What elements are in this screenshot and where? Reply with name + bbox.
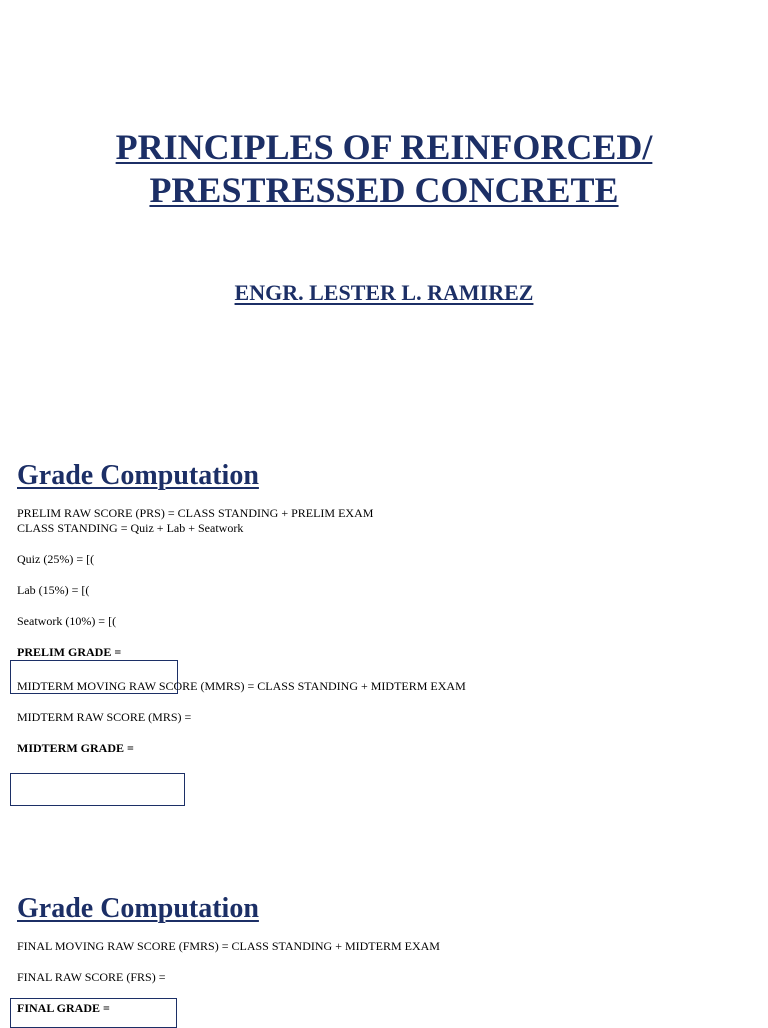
prelim-grade-line: PRELIM GRADE = (17, 645, 122, 659)
document-title (0, 126, 768, 212)
midterm-moving-raw-score-line: MIDTERM MOVING RAW SCORE (MMRS) = CLASS STANDING + MIDTERM EXAM (17, 679, 466, 693)
title-line-2: PRESTRESSED CONCRETE (149, 170, 619, 210)
final-grade-line: FINAL GRADE = (17, 1001, 110, 1015)
author-name: ENGR. LESTER L. RAMIREZ (234, 280, 534, 305)
seatwork-line: Seatwork (10%) = [( (17, 614, 117, 628)
midterm-grade-line: MIDTERM GRADE = (17, 741, 134, 755)
section2-heading: Grade Computation (17, 893, 259, 924)
class-standing-line: CLASS STANDING = Quiz + Lab + Seatwork (17, 521, 244, 535)
midterm-raw-score-line: MIDTERM RAW SCORE (MRS) = (17, 710, 192, 724)
final-moving-raw-score-line: FINAL MOVING RAW SCORE (FMRS) = CLASS STANDING + MIDTERM EXAM (17, 939, 440, 953)
section1-heading: Grade Computation (17, 460, 259, 491)
prelim-raw-score-line: PRELIM RAW SCORE (PRS) = CLASS STANDING + PRELIM EXAM (17, 506, 374, 520)
title-line-1: PRINCIPLES OF REINFORCED/ (115, 127, 653, 167)
midterm-grade-box (10, 773, 185, 806)
quiz-line: Quiz (25%) = [( (17, 552, 95, 566)
final-raw-score-line: FINAL RAW SCORE (FRS) = (17, 970, 166, 984)
lab-line: Lab (15%) = [( (17, 583, 90, 597)
